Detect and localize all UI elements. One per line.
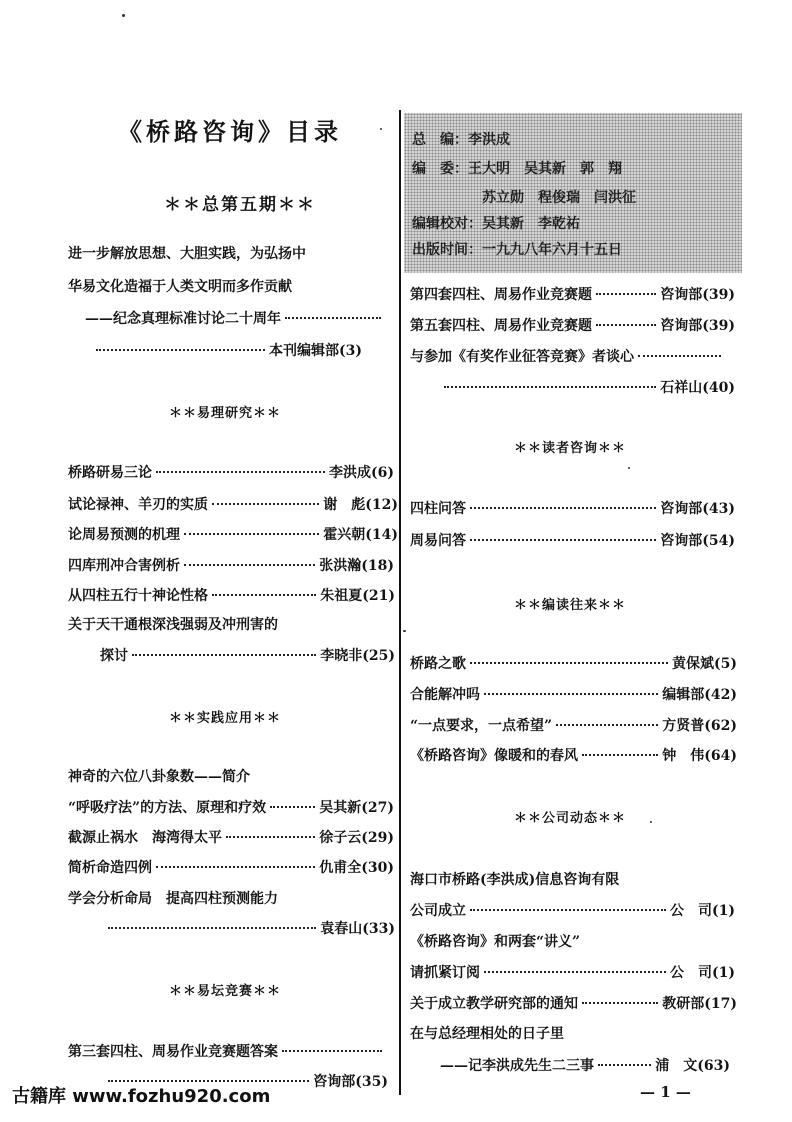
- entry-author-page: 吴其新(27): [319, 800, 394, 816]
- leader-dots: [638, 355, 721, 357]
- scan-speck: [403, 630, 406, 632]
- leader-dots: [470, 507, 656, 509]
- entry-title: “一点要求，一点希望”: [410, 718, 553, 734]
- leader-dots: [556, 724, 658, 726]
- page-title: 《桥路咨询》目录: [118, 117, 342, 146]
- proofreading: 编辑校对：吴其新 李乾祐: [412, 216, 580, 232]
- toc-entry[interactable]: [68, 857, 394, 877]
- leader-dots: [132, 654, 316, 656]
- entry-title: 关于成立教学研究部的通知: [410, 996, 578, 1012]
- entry-title: 从四柱五行十神论性格: [68, 588, 208, 604]
- entry-author-page: 张洪瀚(18): [319, 558, 394, 574]
- page-number: — 1 —: [640, 1083, 691, 1101]
- entry-author-page: 石祥山(40): [660, 380, 735, 396]
- toc-entry[interactable]: [68, 555, 394, 575]
- entry-title: 《桥路咨询》像暖和的春风: [410, 748, 578, 764]
- leader-dots: [484, 971, 666, 973]
- entry-title: 请抓紧订阅: [410, 965, 480, 981]
- entry-author-page: 袁春山(33): [320, 921, 395, 937]
- toc-entry[interactable]: [410, 900, 735, 920]
- entry-title: ——记李洪成先生二三事: [440, 1058, 594, 1074]
- entry-title: 桥路之歌: [410, 656, 466, 672]
- entry-author-page: 咨询部(54): [660, 533, 735, 549]
- entry-title: 第五套四柱、周易作业竞赛题: [410, 318, 592, 334]
- section-heading-competition: ＊＊易坛竞赛＊＊: [168, 984, 281, 999]
- scan-speck: [380, 128, 382, 130]
- entry-author-page: 本刊编辑部(3): [269, 343, 362, 359]
- toc-entry[interactable]: [68, 494, 398, 514]
- toc-entry[interactable]: [440, 377, 735, 397]
- section-heading-yili: ＊＊易理研究＊＊: [168, 406, 281, 421]
- entry-title-line: 关于天干通根深浅强弱及冲刑害的: [68, 617, 278, 633]
- toc-entry[interactable]: [68, 827, 394, 847]
- toc-entry[interactable]: [410, 962, 735, 982]
- toc-entry-intro-author[interactable]: [92, 340, 362, 360]
- intro-line-2: 华易文化造福于人类文明而多作贡献: [68, 279, 292, 295]
- leader-dots: [582, 1002, 658, 1004]
- entry-title: 截源止祸水 海湾得太平: [68, 830, 222, 846]
- leader-dots: [270, 806, 315, 808]
- entry-title: 探讨: [100, 648, 128, 664]
- leader-dots: [596, 324, 656, 326]
- leader-dots: [470, 539, 656, 541]
- issue-heading: ＊＊总第五期＊＊: [164, 195, 316, 215]
- editorial-board-cont: 苏立勋 程俊瑞 闫洪征: [482, 190, 636, 206]
- toc-entry[interactable]: [68, 524, 398, 544]
- leader-dots: [285, 317, 381, 319]
- entry-title: 合能解冲吗: [410, 687, 480, 703]
- entry-title: 与参加《有奖作业征答竞赛》者谈心: [410, 349, 634, 365]
- entry-author-page: 李晓非(25): [320, 648, 395, 664]
- entry-title: 公司成立: [410, 903, 466, 919]
- toc-entry[interactable]: [410, 653, 737, 673]
- toc-entry[interactable]: [100, 645, 395, 665]
- entry-title-line: 《桥路咨询》和两套“讲义”: [410, 934, 581, 950]
- toc-entry[interactable]: [410, 284, 735, 304]
- entry-author-page: 方贤普(62): [662, 718, 737, 734]
- entry-author-page: 徐子云(29): [319, 830, 394, 846]
- leader-dots: [596, 293, 656, 295]
- entry-title-line: 在与总经理相处的日子里: [410, 1026, 564, 1042]
- entry-author-page: 谢 彪(12): [323, 497, 398, 513]
- entry-title: 桥路研易三论: [68, 465, 152, 481]
- entry-title: 论周易预测的机理: [68, 527, 180, 543]
- entry-author-page: 教研部(17): [662, 996, 737, 1012]
- editorial-board: 编 委：王大明 吴其新 郭 翔: [412, 161, 622, 177]
- leader-dots: [212, 503, 319, 505]
- section-heading-company: ＊＊公司动态＊＊: [513, 811, 626, 826]
- entry-author-page: 仇甫全(30): [319, 860, 394, 876]
- entry-title-line: 神奇的六位八卦象数——简介: [68, 769, 250, 785]
- leader-dots: [470, 909, 666, 911]
- entry-subtitle: ——纪念真理标准讨论二十周年: [85, 311, 281, 327]
- section-heading-practice: ＊＊实践应用＊＊: [168, 711, 281, 726]
- scan-speck: [122, 14, 125, 17]
- section-heading-reader: ＊＊读者咨询＊＊: [513, 441, 626, 456]
- leader-dots: [444, 386, 656, 388]
- leader-dots: [470, 662, 668, 664]
- entry-title-line: 学会分析命局 提高四柱预测能力: [68, 891, 278, 907]
- column-divider: [399, 110, 401, 1095]
- toc-entry[interactable]: [68, 1041, 386, 1061]
- entry-title: 周易问答: [410, 533, 466, 549]
- toc-entry-intro-sub[interactable]: [85, 308, 385, 328]
- entry-author-page: 李洪成(6): [329, 465, 394, 481]
- colophon-box: [404, 113, 742, 273]
- entry-title: 第四套四柱、周易作业竞赛题: [410, 287, 592, 303]
- leader-dots: [598, 1064, 651, 1066]
- leader-dots: [156, 471, 325, 473]
- toc-entry[interactable]: [410, 745, 737, 765]
- entry-author-page: 公 司(1): [670, 965, 735, 981]
- publish-date: 出版时间：一九九八年六月十五日: [412, 242, 622, 258]
- toc-entry[interactable]: [410, 684, 737, 704]
- entry-author-page: 钟 伟(64): [662, 748, 737, 764]
- leader-dots: [282, 1050, 382, 1052]
- intro-line-1: 进一步解放思想、大胆实践，为弘扬中: [68, 246, 306, 262]
- toc-entry[interactable]: [410, 530, 735, 550]
- toc-entry[interactable]: [104, 918, 395, 938]
- toc-entry[interactable]: [410, 715, 737, 735]
- entry-title: “呼吸疗法”的方法、原理和疗效: [68, 800, 267, 816]
- leader-dots: [484, 693, 658, 695]
- leader-dots: [184, 533, 319, 535]
- toc-entry[interactable]: [68, 585, 395, 605]
- entry-author-page: 咨询部(35): [313, 1074, 388, 1090]
- editor-in-chief: 总 编：李洪成: [412, 132, 510, 148]
- toc-entry[interactable]: [68, 462, 394, 482]
- leader-dots: [184, 564, 315, 566]
- leader-dots: [108, 927, 316, 929]
- entry-title: 四库刑冲合害例析: [68, 558, 180, 574]
- entry-title: 第三套四柱、周易作业竞赛题答案: [68, 1044, 278, 1060]
- entry-title-line: 海口市桥路(李洪成)信息咨询有限: [410, 872, 620, 888]
- entry-author-page: 朱祖夏(21): [320, 588, 395, 604]
- entry-author-page: 霍兴朝(14): [323, 527, 398, 543]
- leader-dots: [212, 594, 316, 596]
- toc-entry[interactable]: [410, 498, 735, 518]
- entry-title: 试论禄神、羊刃的实质: [68, 497, 208, 513]
- entry-author-page: 咨询部(39): [660, 287, 735, 303]
- leader-dots: [156, 866, 315, 868]
- entry-author-page: 公 司(1): [670, 903, 735, 919]
- toc-entry[interactable]: [68, 797, 394, 817]
- entry-author-page: 咨询部(39): [660, 318, 735, 334]
- leader-dots: [226, 836, 315, 838]
- toc-entry[interactable]: [410, 315, 735, 335]
- entry-title: 四柱问答: [410, 501, 466, 517]
- entry-title: 简析命造四例: [68, 860, 152, 876]
- leader-dots: [582, 754, 658, 756]
- section-heading-letters: ＊＊编读往来＊＊: [513, 598, 626, 613]
- watermark-site-text: 古籍库 www.fozhu920.com: [12, 1086, 271, 1107]
- entry-author-page: 编辑部(42): [662, 687, 737, 703]
- leader-dots: [96, 349, 265, 351]
- entry-author-page: 咨询部(43): [660, 501, 735, 517]
- toc-entry[interactable]: [440, 1055, 730, 1075]
- toc-entry[interactable]: [410, 346, 725, 366]
- toc-entry[interactable]: [410, 993, 737, 1013]
- entry-author-page: 黄保斌(5): [672, 656, 737, 672]
- scan-speck: [650, 821, 652, 823]
- entry-author-page: 浦 文(63): [655, 1058, 730, 1074]
- scan-speck: [628, 467, 630, 469]
